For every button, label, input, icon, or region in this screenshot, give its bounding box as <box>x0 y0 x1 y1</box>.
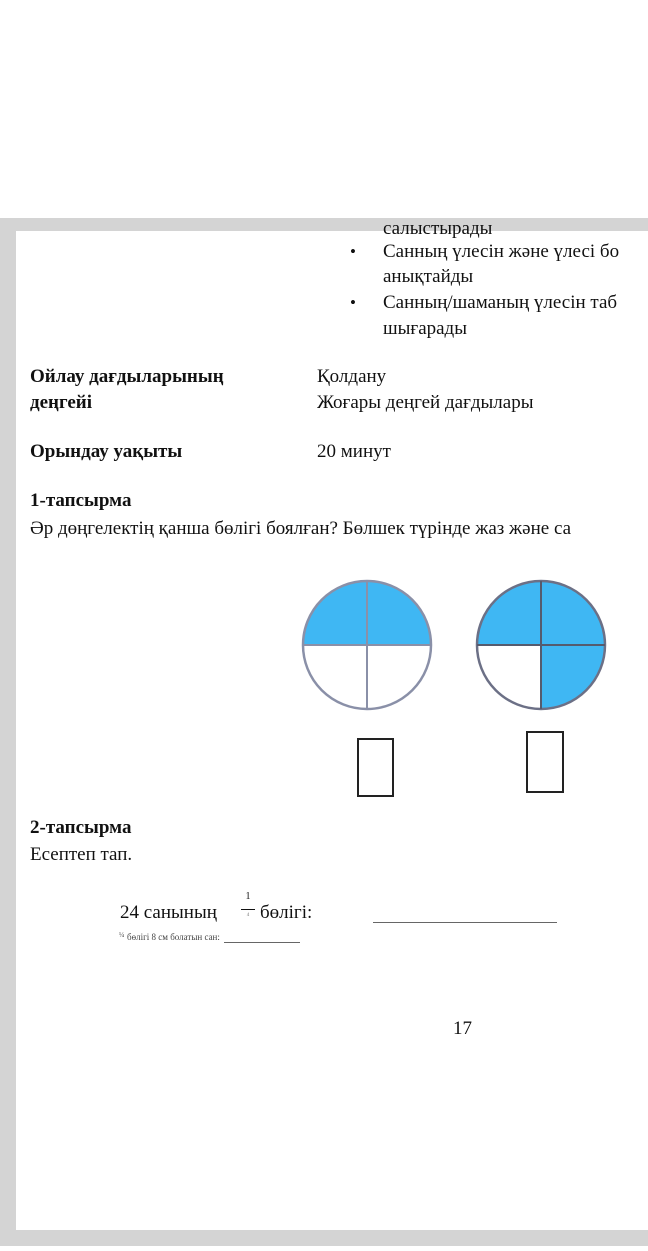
fraction-denominator: 4 <box>241 909 255 922</box>
task2-fraction <box>241 891 255 922</box>
bullet-dot: • <box>350 242 356 261</box>
task2-title: 2-тапсырма <box>30 817 132 838</box>
answer-box-1[interactable] <box>357 738 394 797</box>
top-blank-area <box>0 0 648 218</box>
thinking-level-value-line1: Қолдану <box>317 366 387 387</box>
fraction-circle-1 <box>300 581 434 715</box>
outcome-1-line2: анықтайды <box>383 266 474 287</box>
outcome-cut-line: салыстырады <box>383 218 493 239</box>
page-number: 17 <box>453 1018 472 1039</box>
document-page <box>16 218 648 1230</box>
task2-text: Есептеп тап. <box>30 844 133 865</box>
outcome-2-line2: шығарады <box>383 318 467 339</box>
task2-small-line: бөлігі 8 см болатын сан: <box>127 932 220 942</box>
time-label: Орындау уақыты <box>30 441 183 462</box>
task1-text: Әр дөңгелектің қанша бөлігі боялған? Бөлшек түрінде жаз және са <box>30 518 572 539</box>
outcome-2-line1: Санның/шаманың үлесін таб <box>383 292 618 313</box>
thinking-level-value-line2: Жоғары деңгей дағдылары <box>317 392 534 413</box>
task2-problem-suffix: бөлігі: <box>260 902 313 923</box>
task1-title: 1-тапсырма <box>30 490 132 511</box>
fraction-circle-2 <box>474 581 608 715</box>
task2-small-answer-line[interactable] <box>224 941 300 943</box>
thinking-level-label-line2: деңгейі <box>30 392 93 413</box>
bullet-dot: • <box>350 293 356 312</box>
task2-small-fraction-mark: ¼ <box>119 931 125 939</box>
task2-answer-line[interactable] <box>373 921 557 923</box>
outcome-1-line1: Санның үлесін және үлесі бо <box>383 241 620 262</box>
thinking-level-label-line1: Ойлау дағдыларының <box>30 366 224 387</box>
time-value: 20 минут <box>317 441 391 462</box>
task2-problem-prefix: 24 санының <box>120 902 217 923</box>
answer-box-2[interactable] <box>526 731 564 793</box>
fraction-numerator: 1 <box>245 891 251 902</box>
